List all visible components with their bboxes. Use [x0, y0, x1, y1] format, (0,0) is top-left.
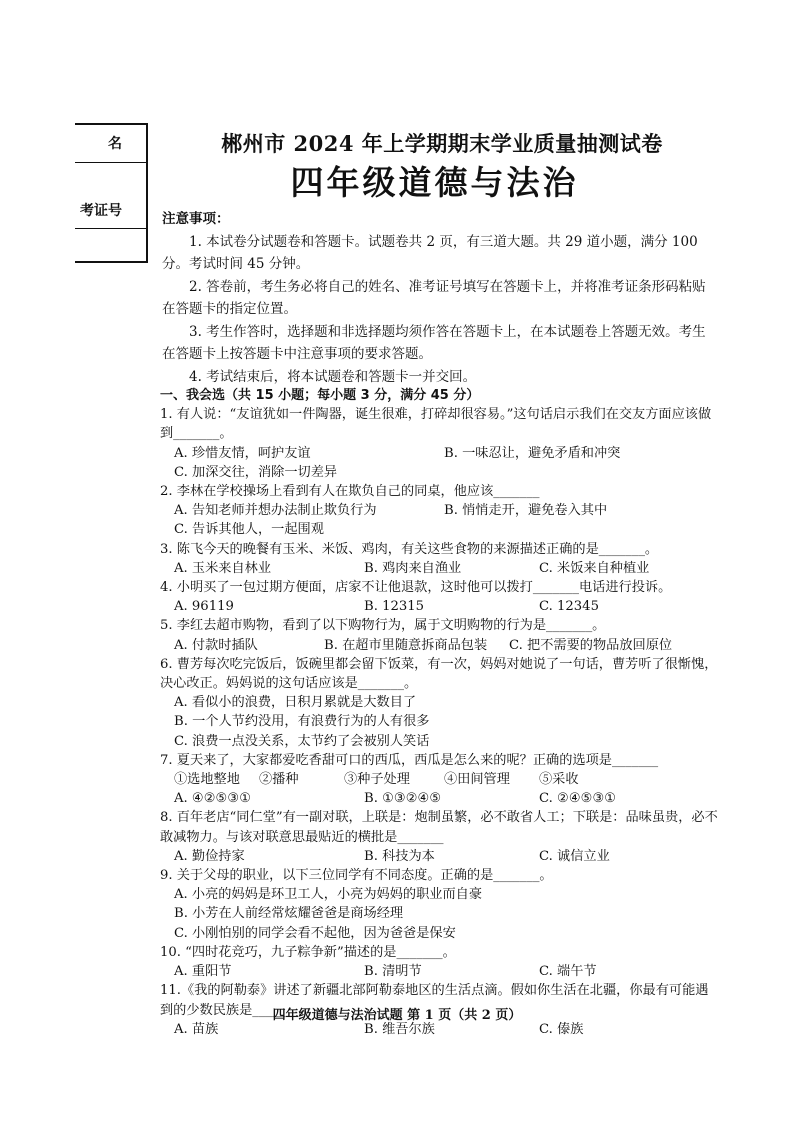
option-c: C. 告诉其他人，一起围观 — [174, 522, 324, 538]
option-c: C. 傣族 — [539, 1021, 584, 1037]
option-b: B. 清明节 — [364, 964, 422, 980]
option-b: B. 维吾尔族 — [364, 1021, 435, 1037]
question-stem: 7. 夏天来了，大家都爱吃香甜可口的西瓜，西瓜是怎么来的呢？正确的选项是_______ — [160, 752, 659, 768]
option-a: A. 重阳节 — [174, 964, 232, 980]
option-a: A. ④②⑤③① — [174, 791, 252, 807]
question-stem: 4. 小明买了一包过期方便面，店家不让他退款，这时他可以拨打_______电话进行投诉。 — [160, 580, 672, 596]
question — [160, 482, 720, 540]
step: ⑤采收 — [539, 772, 579, 788]
question — [160, 616, 720, 654]
question — [160, 866, 720, 943]
option-c: C. 把不需要的物品放回原位 — [509, 637, 673, 653]
question — [160, 540, 720, 578]
question-stem: 1. 有人说：“友谊犹如一件陶器，诞生很难，打碎却很容易。”这句话启示我们在交友方面应该做到_______。 — [160, 407, 712, 442]
question-stem: 10. “四时花竞巧，九子粽争新”描述的是_______。 — [160, 944, 456, 960]
option-a: A. 苗族 — [174, 1021, 219, 1037]
option-c: C. 浪费一点没关系，太节约了会被别人笑话 — [174, 733, 430, 749]
option-b: B. 一个人节约没用，有浪费行为的人有很多 — [174, 714, 430, 730]
option-b: B. 12315 — [364, 599, 425, 615]
question — [160, 808, 720, 866]
option-a: A. 告知老师并想办法制止欺负行为 — [174, 503, 377, 519]
question — [160, 405, 720, 482]
option-a: A. 付款时插队 — [174, 637, 258, 653]
option-b: B. 小芳在人前经常炫耀爸爸是商场经理 — [174, 906, 404, 922]
notice-item: 4. 考试结束后，将本试题卷和答题卡一并交回。 — [189, 368, 477, 385]
option-c: C. 米饭来自种植业 — [539, 560, 650, 576]
option-a: A. 珍惜友情，呵护友谊 — [174, 445, 311, 461]
option-b: B. 在超市里随意拆商品包装 — [324, 637, 488, 653]
option-a: A. 玉米来自林业 — [174, 560, 272, 576]
page-footer: 四年级道德与法治试题 第 1 页（共 2 页） — [272, 1008, 522, 1023]
option-a: A. 小亮的妈妈是环卫工人，小亮为妈妈的职业而自豪 — [174, 887, 483, 903]
question — [160, 943, 720, 981]
exam-title: 郴州市 2024 年上学期期末学业质量抽测试卷 — [221, 131, 663, 156]
option-c: C. 加深交往，消除一切差异 — [174, 464, 338, 480]
option-a: A. 96119 — [174, 599, 234, 615]
option-c: C. ②④⑤③① — [539, 791, 617, 807]
option-b: B. ①③②④⑤ — [364, 791, 442, 807]
notice-item: 1. 本试卷分试题卷和答题卡。试题卷共 2 页，有三道大题。共 29 道小题，满分 100 分。考试时间 45 分钟。 — [162, 233, 698, 272]
notice-item: 2. 答卷前，考生务必将自己的姓名、准考证号填写在答题卡上，并将准考证条形码粘贴在答题卡的指定位置。 — [162, 278, 706, 317]
option-c: C. 12345 — [539, 599, 599, 615]
name-label: 名 — [108, 136, 122, 152]
divider — [75, 228, 148, 229]
section-multiple-choice — [160, 386, 720, 1039]
section-heading: 一、我会选（共 15 小题；每小题 3 分，满分 45 分） — [160, 388, 480, 403]
question-stem: 3. 陈飞今天的晚餐有玉米、米饭、鸡肉，有关这些食物的来源描述正确的是_______。 — [160, 541, 659, 557]
step: ②播种 — [259, 772, 299, 788]
notice-item: 3. 考生作答时，选择题和非选择题均须作答在答题卡上，在本试题卷上答题无效。考生在答题卡上按答题卡中注意事项的要求答题。 — [162, 323, 706, 362]
option-b: B. 悄悄走开，避免卷入其中 — [444, 503, 608, 519]
question-stem: 6. 曹芳每次吃完饭后，饭碗里都会留下饭菜，有一次，妈妈对她说了一句话，曹芳听了很惭愧，决心改正。妈妈说的这句话应该是_______。 — [160, 656, 718, 692]
step: ④田间管理 — [444, 772, 510, 788]
question-stem: 5. 李红去超市购物，看到了以下购物行为，属于文明购物的行为是_______。 — [160, 618, 606, 634]
question — [160, 655, 720, 751]
option-a: A. 看似小的浪费，日积月累就是大数目了 — [174, 695, 417, 711]
option-a: A. 勤俭持家 — [174, 848, 245, 864]
question-stem: 2. 李林在学校操场上看到有人在欺负自己的同桌，他应该_______ — [160, 484, 540, 500]
step: ①选地整地 — [174, 772, 240, 788]
question-stem: 8. 百年老店“同仁堂”有一副对联，上联是：炮制虽繁，必不敢省人工；下联是：品味虽贵，必不敢减物力。与该对联意思最贴近的横批是_______ — [160, 810, 718, 845]
step: ③种子处理 — [344, 772, 410, 788]
option-c: C. 小刚怕别的同学会看不起他，因为爸爸是保安 — [174, 925, 456, 941]
option-b: B. 科技为本 — [364, 848, 435, 864]
option-b: B. 一味忍让，避免矛盾和冲突 — [444, 445, 621, 461]
question-stem: 11.《我的阿勒泰》讲述了新疆北部阿勒泰地区的生活点滴。假如你生活在北疆，你最有可能遇到的少数民族是_______。 — [160, 983, 709, 1018]
notice-block — [162, 208, 707, 388]
exam-number-label: 考证号 — [80, 203, 122, 219]
option-c: C. 诚信立业 — [539, 848, 610, 864]
subject-title: 四年级道德与法治 — [290, 163, 579, 202]
question — [160, 578, 720, 616]
option-c: C. 端午节 — [539, 964, 597, 980]
question-stem: 9. 关于父母的职业，以下三位同学有不同态度。正确的是_______。 — [160, 868, 553, 884]
option-b: B. 鸡肉来自渔业 — [364, 560, 462, 576]
notice-heading: 注意事项： — [162, 211, 230, 227]
question — [160, 751, 720, 809]
